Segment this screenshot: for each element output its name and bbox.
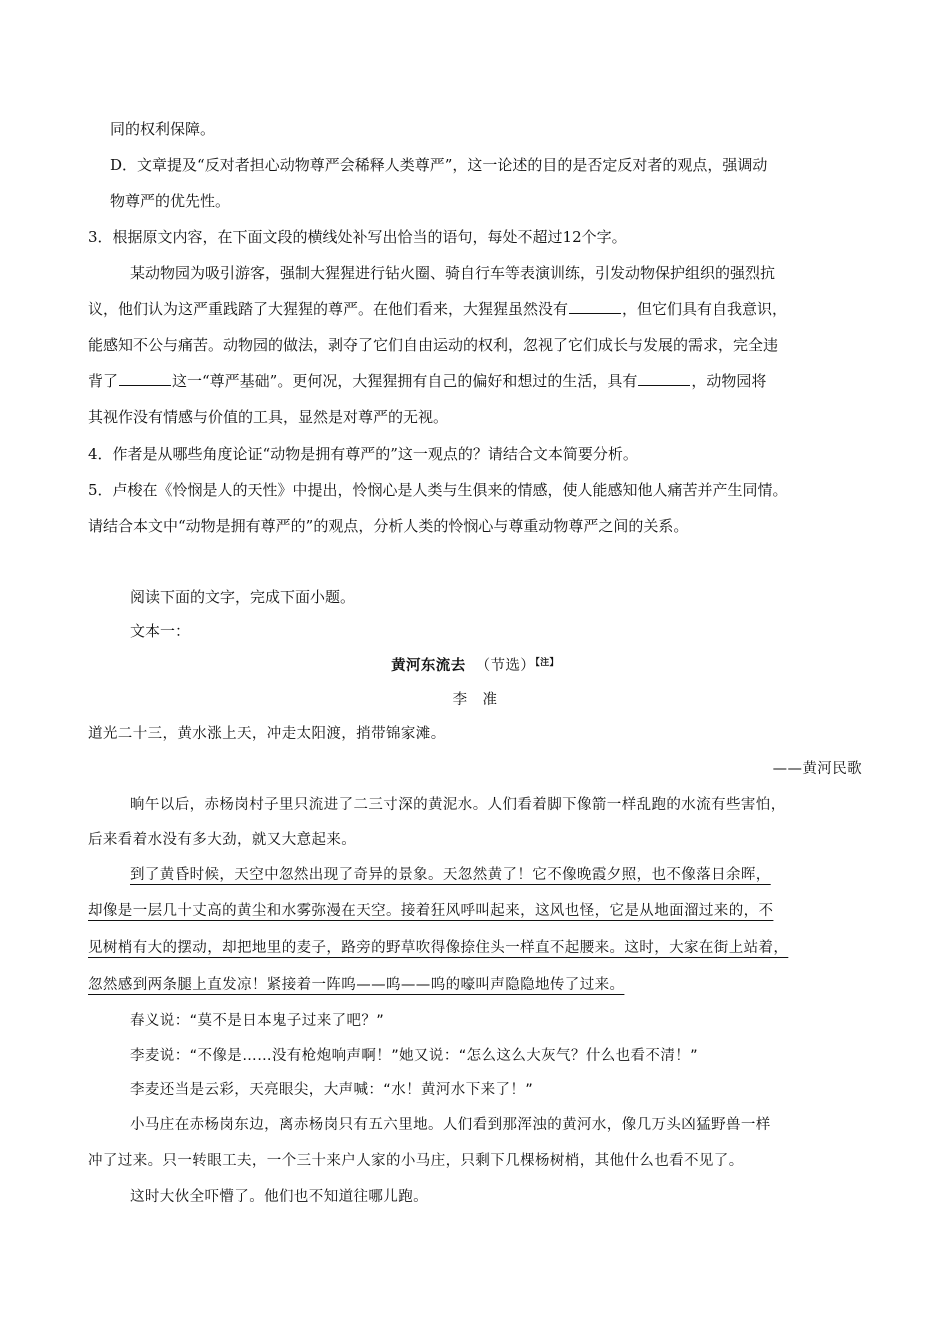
option-d-line2: 物尊严的优先性。 xyxy=(110,192,231,210)
passage-para3-line1: 小马庄在赤杨岗东边，离赤杨岗只有五六里地。人们看到那浑浊的黄河水，像几万头凶猛野兽一样 xyxy=(130,1117,771,1133)
dialog-tianliang: 李麦还当是云彩，天亮眼尖，大声喊：“水！黄河水下来了！” xyxy=(130,1082,534,1098)
passage-para1-line2: 后来看着水没有多大劲，就又大意起来。 xyxy=(88,832,357,848)
question4-stem: 4．作者是从哪些角度论证“动物是拥有尊严的”这一观点的？请结合文本简要分析。 xyxy=(88,445,638,463)
passage-author: 李 准 xyxy=(452,692,498,708)
question5-line1: 5．卢梭在《怜悯是人的天性》中提出，怜悯心是人类与生俱来的情感，使人能感知他人痛苦并产生同情。 xyxy=(88,481,788,499)
title-main: 黄河东流去 xyxy=(391,658,466,674)
passage-title xyxy=(0,655,950,677)
title-suffix: （节选） xyxy=(475,658,536,674)
passage-para2-line4: 忽然感到两条腿上直发凉！紧接着一阵呜——呜——呜的嚎叫声隐隐地传了过来。 xyxy=(88,977,625,993)
text-segment: 背了 xyxy=(88,372,119,390)
passage-para2-line1: 到了黄昏时候，天空中忽然出现了奇异的景象。天忽然黄了！它不像晚霞夕照，也不像落日余晖， xyxy=(130,867,771,883)
epigraph: 道光二十三，黄水涨上天，冲走太阳渡，捎带锦家滩。 xyxy=(88,726,446,742)
passage-para2-line2: 却像是一层几十丈高的黄尘和水雾弥漫在天空。接着狂风呼叫起来，这风也怪，它是从地面溜过来的，不 xyxy=(88,903,774,919)
question3-para-line1: 某动物园为吸引游客，强制大猩猩进行钻火圈、骑自行车等表演训练，引发动物保护组织的强烈抗 xyxy=(130,264,776,282)
question5-line2: 请结合本文中“动物是拥有尊严的”的观点，分析人类的怜悯心与尊重动物尊严之间的关系。 xyxy=(88,517,689,535)
passage-para1-line1: 晌午以后，赤杨岗村子里只流进了二三寸深的黄泥水。人们看着脚下像箭一样乱跑的水流有些害怕， xyxy=(130,797,786,813)
dialog-chunyi: 春义说：“莫不是日本鬼子过来了吧？” xyxy=(130,1013,385,1029)
passage-para2-line3: 见树梢有大的摆动，却把地里的麦子，路旁的野草吹得像捺住头一样直不起腰来。这时，大家在街上站着， xyxy=(88,940,789,956)
fill-blank-2[interactable] xyxy=(119,371,171,386)
option-c-tail: 同的权利保障。 xyxy=(110,120,216,138)
dialog-limai: 李麦说：“不像是……没有枪炮响声啊！”她又说：“怎么这么大灰气？什么也看不清！” xyxy=(130,1048,699,1064)
text-segment: ，动物园将 xyxy=(691,372,767,390)
fill-blank-3[interactable] xyxy=(638,371,690,386)
passage-para3-line2: 冲了过来。只一转眼工夫，一个三十来户人家的小马庄，只剩下几棵杨树梢，其他什么也看不见了。 xyxy=(88,1153,744,1169)
passage-para4: 这时大伙全吓懵了。他们也不知道往哪儿跑。 xyxy=(130,1189,428,1205)
reading-instruction: 阅读下面的文字，完成下面小题。 xyxy=(130,588,356,606)
fill-blank-1[interactable] xyxy=(569,299,621,314)
question3-para-line2 xyxy=(88,298,787,320)
question3-para-line5: 其视作没有情感与价值的工具，显然是对尊严的无视。 xyxy=(88,408,449,426)
question3-stem: 3．根据原文内容，在下面文段的横线处补写出恰当的语句，每处不超过12个字。 xyxy=(88,228,627,246)
text-segment: 这一“尊严基础”。更何况，大猩猩拥有自己的偏好和想过的生活，具有 xyxy=(172,372,638,390)
question3-para-line3: 能感知不公与痛苦。动物园的做法，剥夺了它们自由运动的权利，忽视了它们成长与发展的需求，完全违 xyxy=(88,336,779,354)
option-d-line1: D．文章提及“反对者担心动物尊严会稀释人类尊严”，这一论述的目的是否定反对者的观点，强调动 xyxy=(110,156,768,174)
text-segment: 议，他们认为这严重践踏了大猩猩的尊严。在他们看来，大猩猩虽然没有 xyxy=(88,300,569,318)
note-mark: 【注】 xyxy=(535,658,559,668)
text-segment: ，但它们具有自我意识， xyxy=(622,300,788,318)
epigraph-source: ——黄河民歌 xyxy=(772,761,862,777)
question3-para-line4 xyxy=(88,370,766,392)
text-label: 文本一： xyxy=(130,622,191,640)
